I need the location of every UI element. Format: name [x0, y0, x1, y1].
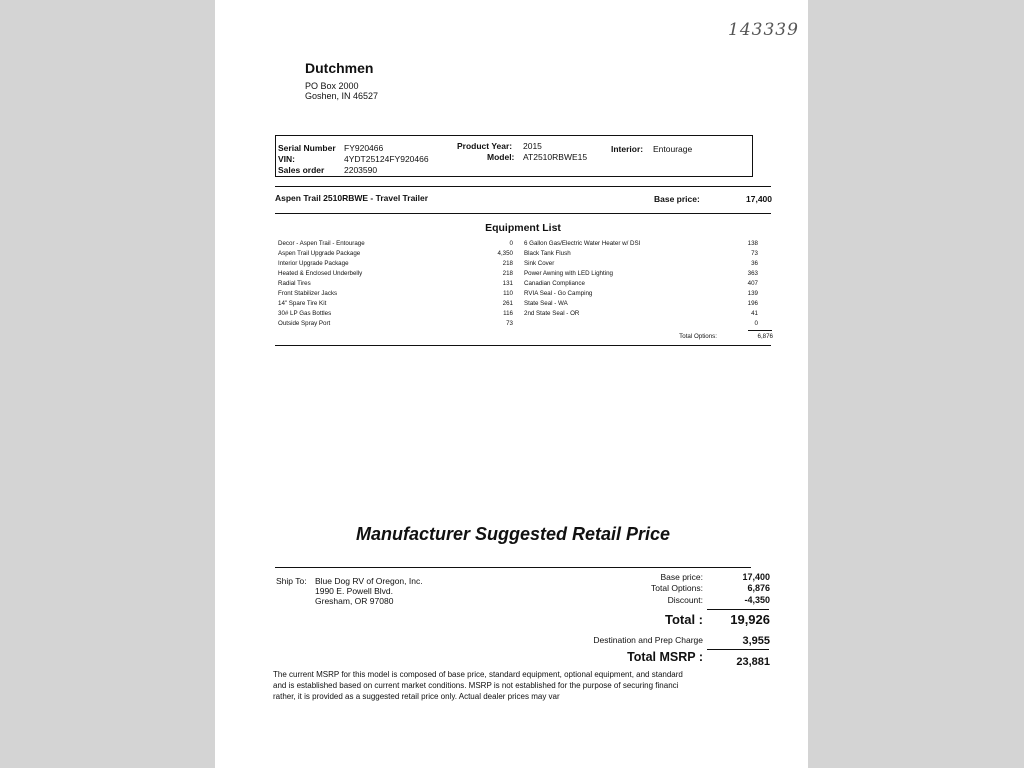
total-label: Total : [664, 612, 703, 627]
total-msrp-label: Total MSRP : [627, 650, 703, 664]
options-sum-rule [748, 330, 772, 331]
product-year-label: Product Year: [457, 141, 513, 151]
sales-order-value: 2203590 [344, 165, 378, 175]
msrp-options-value: 6,876 [747, 583, 770, 593]
msrp-base-price-value: 17,400 [742, 572, 770, 582]
disclaimer-line1: The current MSRP for this model is composed of base price, standard equipment, optional equipment, and standard [273, 670, 683, 679]
total-options-label: Total Options: [679, 333, 717, 340]
msrp-options-label: Total Options: [651, 583, 703, 593]
equipment-left-price: 131 [502, 280, 513, 287]
sales-order-label: Sales order [278, 165, 325, 175]
product-base-price-label: Base price: [654, 194, 700, 204]
equipment-right-name: 2nd State Seal - OR [524, 310, 580, 317]
total-options-value: 6,876 [757, 333, 773, 340]
equipment-left-price: 218 [502, 270, 513, 277]
equipment-left-name: Heated & Enclosed Underbelly [278, 270, 363, 277]
equipment-right-price: 196 [747, 300, 758, 307]
equipment-left-name: Radial Tires [278, 280, 311, 287]
equipment-right-name: Power Awning with LED Lighting [524, 270, 613, 277]
msrp-top-rule [275, 567, 751, 568]
interior-value: Entourage [653, 144, 693, 154]
equipment-right-price: 36 [751, 260, 758, 267]
equipment-left-name: Aspen Trail Upgrade Package [278, 250, 361, 257]
handwritten-number: 143339 [728, 20, 799, 40]
equipment-left-price: 218 [502, 260, 513, 267]
document-page [215, 0, 808, 768]
equipment-right-price: 41 [751, 310, 758, 317]
equipment-left-price: 4,350 [497, 250, 513, 257]
equipment-bottom-rule [275, 345, 771, 346]
equipment-right-name: Black Tank Flush [524, 250, 571, 257]
equipment-right-price: 73 [751, 250, 758, 257]
equipment-left-name: Decor - Aspen Trail - Entourage [278, 240, 365, 247]
ship-to-line2: 1990 E. Powell Blvd. [315, 586, 393, 596]
vin-label: VIN: [278, 154, 295, 164]
total-value: 19,926 [730, 612, 770, 627]
company-address-line1: PO Box 2000 [305, 81, 359, 91]
equipment-left-price: 110 [503, 290, 513, 297]
ship-to-label: Ship To: [276, 576, 307, 586]
total-rule [707, 609, 769, 610]
product-bottom-rule [275, 213, 771, 214]
equipment-right-price: 0 [754, 320, 758, 327]
product-base-price-value: 17,400 [746, 194, 772, 204]
equipment-left-name: 14" Spare Tire Kit [278, 300, 327, 307]
equipment-right-price: 407 [747, 280, 758, 287]
equipment-right-name: Canadian Compliance [524, 280, 585, 287]
equipment-list-title: Equipment List [485, 222, 561, 234]
equipment-right-price: 138 [747, 240, 758, 247]
disclaimer-line3: rather, it is provided as a suggested retail price only. Actual dealer prices may var [273, 692, 560, 701]
total-msrp-value: 23,881 [736, 656, 770, 668]
serial-label: Serial Number [278, 143, 336, 153]
destination-charge-value: 3,955 [742, 635, 770, 647]
product-top-rule [275, 186, 771, 187]
equipment-left-price: 261 [502, 300, 513, 307]
ship-to-line3: Gresham, OR 97080 [315, 596, 394, 606]
model-value: AT2510RBWE15 [523, 152, 588, 162]
equipment-left-price: 0 [509, 240, 513, 247]
serial-value: FY920466 [344, 143, 384, 153]
equipment-right-price: 139 [747, 290, 758, 297]
msrp-discount-label: Discount: [667, 595, 703, 605]
equipment-left-name: 30# LP Gas Bottles [278, 310, 332, 317]
product-year-value: 2015 [523, 141, 542, 151]
company-name: Dutchmen [305, 60, 374, 76]
vin-value: 4YDT25124FY920466 [344, 154, 429, 164]
equipment-right-price: 363 [747, 270, 758, 277]
equipment-left-name: Front Stabilizer Jacks [278, 290, 338, 297]
equipment-right-name: 6 Gallon Gas/Electric Water Heater w/ DSI [524, 240, 641, 247]
equipment-right-name: Sink Cover [524, 260, 555, 267]
company-address-line2: Goshen, IN 46527 [305, 91, 379, 101]
msrp-sum-rule [707, 649, 769, 650]
msrp-base-price-label: Base price: [660, 572, 703, 582]
model-label: Model: [487, 152, 515, 162]
ship-to-line1: Blue Dog RV of Oregon, Inc. [315, 576, 423, 586]
equipment-left-price: 73 [506, 320, 513, 327]
equipment-right-name: State Seal - WA [524, 300, 568, 307]
msrp-discount-value: -4,350 [744, 595, 770, 605]
destination-charge-label: Destination and Prep Charge [593, 635, 703, 645]
equipment-left-name: Outside Spray Port [278, 320, 331, 327]
product-title: Aspen Trail 2510RBWE - Travel Trailer [275, 193, 429, 203]
equipment-left-name: Interior Upgrade Package [278, 260, 349, 267]
interior-label: Interior: [611, 144, 644, 154]
msrp-title: Manufacturer Suggested Retail Price [355, 524, 671, 544]
equipment-right-name: RVIA Seal - Go Camping [524, 290, 593, 297]
disclaimer-line2: and is established based on current market conditions. MSRP is not established for the purpose of securing financi [273, 681, 679, 690]
equipment-left-price: 116 [503, 310, 513, 317]
